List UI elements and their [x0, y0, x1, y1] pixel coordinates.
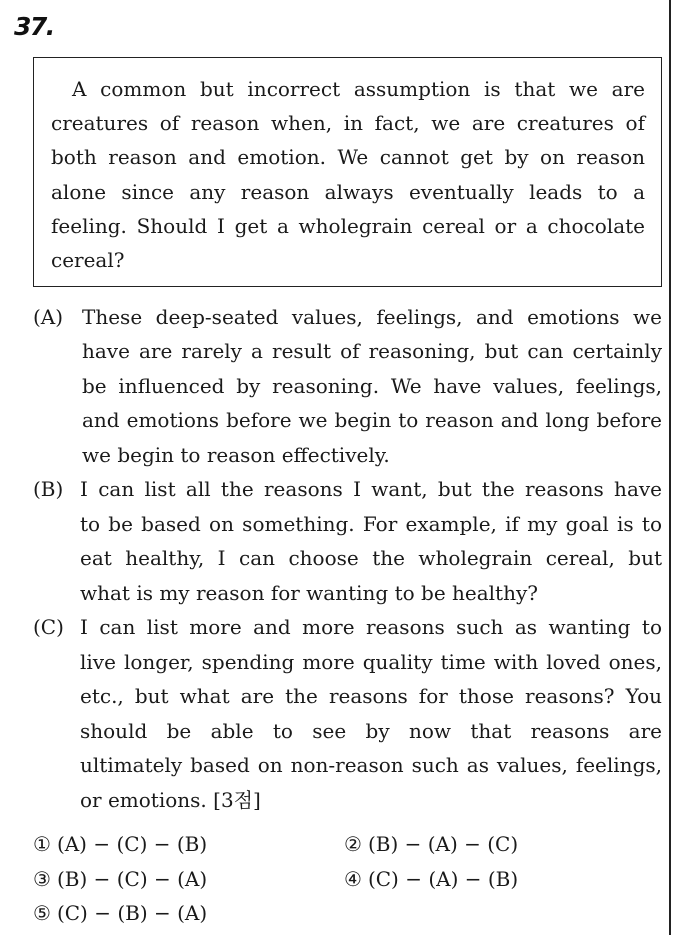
paragraph-c-line: ultimately based on non-reason such as values, feelings,: [80, 753, 662, 777]
choice-text: (C) − (B) − (A): [56, 901, 208, 925]
paragraph-c-line: live longer, spending more quality time with loved ones,: [80, 650, 662, 674]
paragraph-c-line: etc., but what are the reasons for those reasons? You: [80, 684, 662, 708]
paragraph-b-line: eat healthy, I can choose the wholegrain cereal, but: [80, 546, 662, 570]
answer-choice-1[interactable]: [33, 832, 207, 856]
paragraph-c-line: or emotions. [3점]: [80, 788, 261, 812]
page-right-rule: [669, 0, 671, 935]
choice-text: (B) − (C) − (A): [56, 867, 208, 891]
passage-line: cereal?: [51, 248, 125, 272]
paragraph-b-line: what is my reason for wanting to be healthy?: [80, 581, 538, 605]
answer-choice-4[interactable]: [344, 867, 518, 891]
paragraph-a-line: we begin to reason effectively.: [82, 443, 390, 467]
paragraph-b-line: to be based on something. For example, if my goal is to: [80, 512, 662, 536]
passage-line: A common but incorrect assumption is that we are: [72, 77, 645, 101]
choice-number: ③: [33, 867, 51, 891]
passage-line: creatures of reason when, in fact, we are creatures of: [51, 111, 645, 135]
answer-choice-5[interactable]: [33, 901, 207, 925]
answer-choice-2[interactable]: [344, 832, 518, 856]
paragraph-a-line: be influenced by reasoning. We have values, feelings,: [82, 374, 662, 398]
paragraph-c-line: I can list more and more reasons such as wanting to: [80, 615, 662, 639]
choice-number: ④: [344, 867, 362, 891]
paragraph-a-line: and emotions before we begin to reason and long before: [82, 408, 662, 432]
choice-number: ①: [33, 832, 51, 856]
paragraph-a-line: These deep-seated values, feelings, and emotions we: [82, 305, 662, 329]
choice-number: ⑤: [33, 901, 51, 925]
choice-text: (A) − (C) − (B): [56, 832, 208, 856]
choice-number: ②: [344, 832, 362, 856]
choice-text: (C) − (A) − (B): [367, 867, 519, 891]
passage-line: feeling. Should I get a wholegrain cereal or a chocolate: [51, 214, 645, 238]
answer-choice-3[interactable]: [33, 867, 207, 891]
paragraph-label-b: (B): [33, 477, 64, 501]
paragraph-b-line: I can list all the reasons I want, but the reasons have: [80, 477, 662, 501]
passage-line: both reason and emotion. We cannot get by on reason: [51, 145, 645, 169]
paragraph-label-a: (A): [33, 305, 64, 329]
paragraph-a-line: have are rarely a result of reasoning, but can certainly: [82, 339, 662, 363]
choice-text: (B) − (A) − (C): [367, 832, 519, 856]
passage-line: alone since any reason always eventually leads to a: [51, 180, 645, 204]
paragraph-c-line: should be able to see by now that reasons are: [80, 719, 662, 743]
question-number: 37.: [14, 12, 54, 41]
paragraph-label-c: (C): [33, 615, 64, 639]
